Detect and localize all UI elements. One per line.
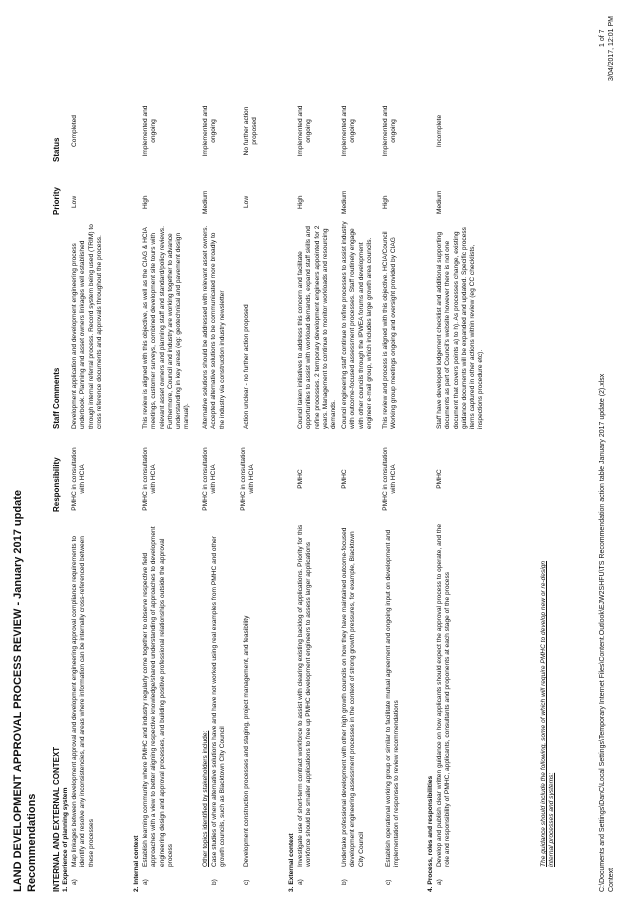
document-title: LAND DEVELOPMENT APPROVAL PROCESS REVIEW - January 2017 update: [12, 490, 24, 892]
status-cell: Incomplete: [436, 114, 443, 148]
item-marker: c): [243, 879, 250, 885]
status-cell: No further action proposed: [243, 106, 259, 156]
header-context: INTERNAL AND EXTERNAL CONTEXT: [52, 746, 61, 892]
responsibility-cell: PMHC: [436, 469, 443, 489]
section-heading: 3. External context: [288, 833, 295, 892]
section-heading: 1. Experience of planning system: [62, 787, 69, 892]
recommendation-text: Develop and publish clear written guidance on how applicants should expect the approval process to operate, and the role and responsibility of PMHC, applicants, consultants and proponents at each stage of the process: [436, 523, 452, 867]
priority-cell: Low: [243, 195, 250, 208]
responsibility-cell: PMHC in consultation with HCIA: [142, 447, 158, 511]
staff-comments-cell: This review is aligned with this objective, as well as the CIAG & HCIA meetings, customer surveys, combined development site tours with relevant asset owners and planning staff and standard/policy reviews. Furthermore, Council and industry are working together to advance understanding in key areas (eg: geotechnical and pavement design manual).: [142, 226, 191, 429]
responsibility-cell: PMHC in consultation with HCIA: [240, 447, 256, 511]
recommendation-text: Establish operational working group or similar to facilitate mutual agreement and ongoing input on development and implementation of responses to review recommendations: [385, 529, 401, 867]
staff-comments-cell: Council engineering staff continue to refine processes to assist industry with outcome-focused assessment processes. Staff routinely engage with other councils through the IPWEA forums and development engineer e-mail group, which includes large growth area councils.: [341, 221, 373, 429]
priority-cell: High: [142, 195, 149, 209]
status-cell: Implemented and ongoing: [382, 105, 398, 157]
responsibility-cell: PMHC: [341, 469, 348, 489]
section-heading: 4. Process, roles and responsibilities: [427, 775, 434, 892]
recommendation-text: Investigate use of short-term contract workforce to assist with clearing existing backlog of applications. Priority for this workforce should be smaller applications to free up PMHC development engineers to assess larger applications: [297, 524, 313, 867]
staff-comments-cell: Staff have developed lodgement checklist and additional supporting documents as part of Council's website however there is not one document that covers points a) to h). As processes change, existing guidance documents will be expanded and updated. Specific process items captured in other actions within review (eg CC checklists, inspections procedure etc).: [436, 227, 485, 429]
staff-comments-cell: Development application and development engineering process underbook. Planning and asset owners linkages well established through internal referral process. Record system being used (TRIM) to cross reference documents and approvals throughout the process.: [71, 224, 103, 429]
status-cell: Implemented and ongoing: [341, 105, 357, 157]
header-status: Status: [52, 137, 61, 162]
header-priority: Priority: [52, 186, 61, 215]
status-cell: Implemented and ongoing: [142, 105, 158, 157]
recommendation-text: Map linkages between development approval and development engineering approval compliance requirements to identify and resolve any inconsistencies, and areas where information can be internally cross-referenced between these processes: [71, 536, 95, 867]
status-cell: Completed: [71, 115, 78, 147]
status-cell: Implemented and ongoing: [297, 105, 313, 157]
item-marker: a): [436, 879, 443, 885]
page-number: 1 of 7: [599, 29, 606, 47]
priority-cell: Medium: [202, 190, 209, 214]
priority-cell: Low: [71, 195, 78, 208]
staff-comments-cell: Council taken initiatives to address this concern and facilitate opportunities to assist with workload demands, expand staff skills and refine processes. 2 temporary development engineers appointed for 2 years. Management to continue to monitor workloads and resourcing demands.: [297, 225, 338, 429]
header-staff-comments: Staff Comments: [52, 367, 61, 429]
priority-cell: High: [382, 195, 389, 209]
responsibility-cell: PMHC in consultation with HCIA: [382, 447, 398, 511]
header-responsibility: Responsibility: [52, 457, 61, 512]
recommendation-text: Undertake professional development with other high growth councils on how they have maintained outcome-focused development engineering assessment processes in the context of strong growth pressures, for example, Blacktown City Council: [341, 527, 365, 867]
file-path: C:\Documents and Settings\DanC\Local Settings\Temporary Internet Files\Content.Outlook\EJW2SHFU\TS Recommendation action table January 2017 update (2).xlsx: [599, 373, 606, 892]
section-heading: 2. Internal context: [133, 835, 140, 892]
item-marker: a): [142, 879, 149, 885]
staff-comments-cell: Alternative solutions should be addressed with relevant asset owners. Accepted alternative solutions to be communicated more broadly to the industry via construction industry newsletter: [202, 225, 226, 429]
priority-cell: Medium: [341, 190, 348, 214]
recommendation-text: Development construction processes and staging, project management, and feasibility: [243, 615, 250, 867]
priority-cell: Medium: [436, 190, 443, 214]
responsibility-cell: PMHC in consultation with HCIA: [202, 447, 218, 511]
recommendation-text: Case studies of where alternative solutions have and have not worked using real examples from PMHC and other growth councils, such as Blacktown City Council: [211, 536, 227, 867]
document-subtitle: Recommendations: [26, 793, 38, 892]
staff-comments-cell: This review and process is aligned with this objective. HCIA/Council Working group meetings ongoing and oversight provided by CIAG: [382, 231, 398, 429]
responsibility-cell: PMHC in consultation with HCIA: [71, 447, 87, 511]
guidance-note: The guidance should include the following, some of which will require PMHC to develop new or re-design internal processes and systems:: [540, 560, 556, 867]
staff-comments-cell: Action unclear - no further action proposed: [243, 304, 250, 429]
item-marker: b): [211, 879, 218, 885]
item-marker: a): [297, 879, 304, 885]
item-marker: a): [71, 879, 78, 885]
responsibility-cell: PMHC: [297, 469, 304, 489]
item-marker: b): [341, 879, 348, 885]
recommendation-text: Establish learning community where PMHC and industry regularly come together to observe respective field approaches with a view to better aligning respective knowledge/shared understanding of approaches to development engineering design and approval processes, and building positive professional relationships outside the approval process: [142, 526, 174, 867]
footer-context-label: Context: [608, 867, 615, 892]
status-cell: Implemented and ongoing: [202, 105, 218, 157]
priority-cell: High: [297, 195, 304, 209]
print-timestamp: 3/04/2017, 12:01 PM: [608, 16, 615, 81]
item-marker: c): [385, 879, 392, 885]
other-topics-note: Other topics identified by stakeholders include:: [202, 730, 209, 867]
